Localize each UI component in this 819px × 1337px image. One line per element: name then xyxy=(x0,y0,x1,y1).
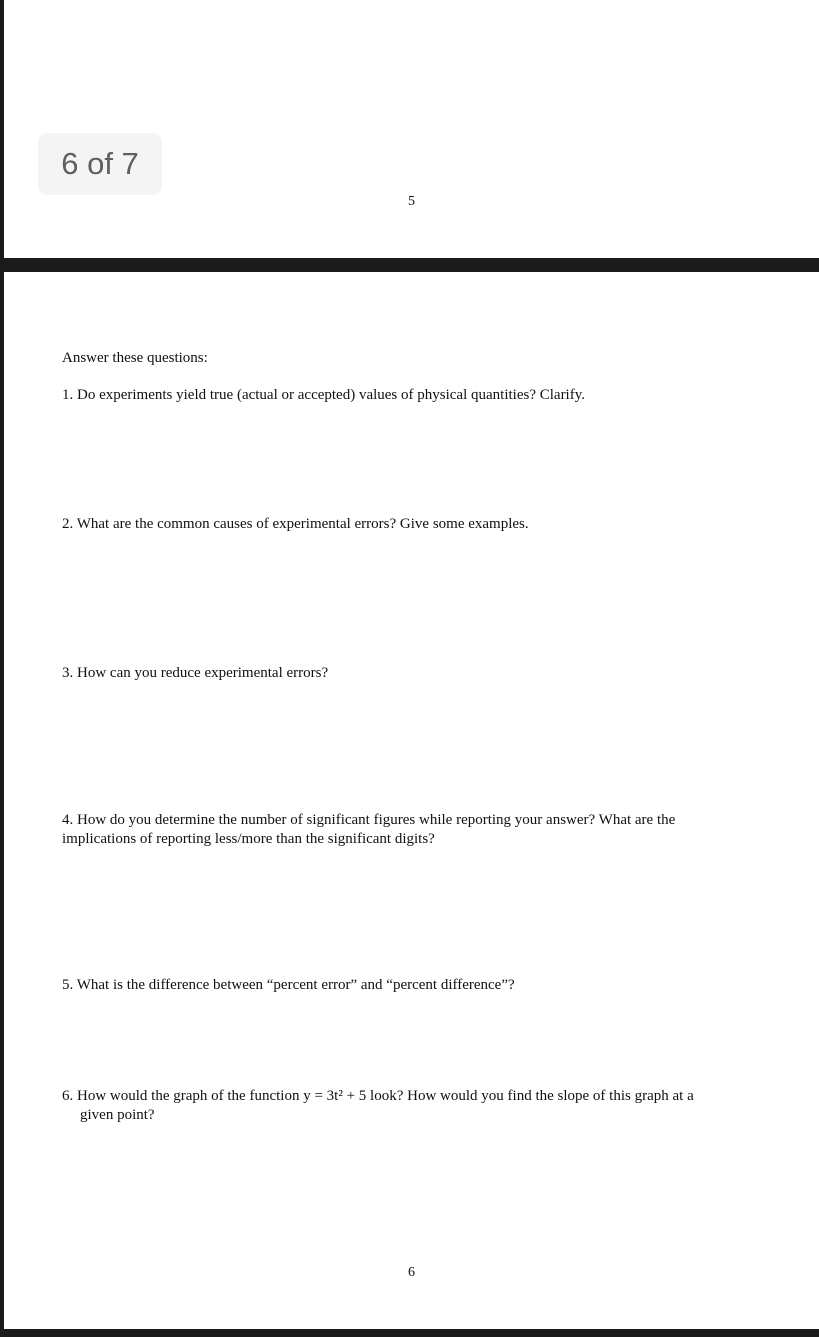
questions-heading: Answer these questions: xyxy=(62,350,208,366)
pdf-page-6 xyxy=(4,272,819,1329)
question-5: 5. What is the difference between “percent error” and “percent difference”? xyxy=(62,977,515,993)
pdf-page-5 xyxy=(4,0,819,258)
question-6-line-2: given point? xyxy=(80,1107,155,1123)
page-number: 6 xyxy=(408,1265,415,1280)
question-2: 2. What are the common causes of experimental errors? Give some examples. xyxy=(62,516,529,532)
question-1: 1. Do experiments yield true (actual or accepted) values of physical quantities? Clarify. xyxy=(62,387,586,403)
page-number: 5 xyxy=(408,194,415,209)
page-indicator: 6 of 7 xyxy=(38,133,162,195)
question-6-line-1: 6. How would the graph of the function y = 3t² + 5 look? How would you find the slope of this graph at a xyxy=(62,1088,694,1104)
question-4-line-2: implications of reporting less/more than the significant digits? xyxy=(62,831,435,847)
question-4-line-1: 4. How do you determine the number of significant figures while reporting your answer? What are the xyxy=(62,812,676,828)
question-3: 3. How can you reduce experimental errors? xyxy=(62,665,329,681)
